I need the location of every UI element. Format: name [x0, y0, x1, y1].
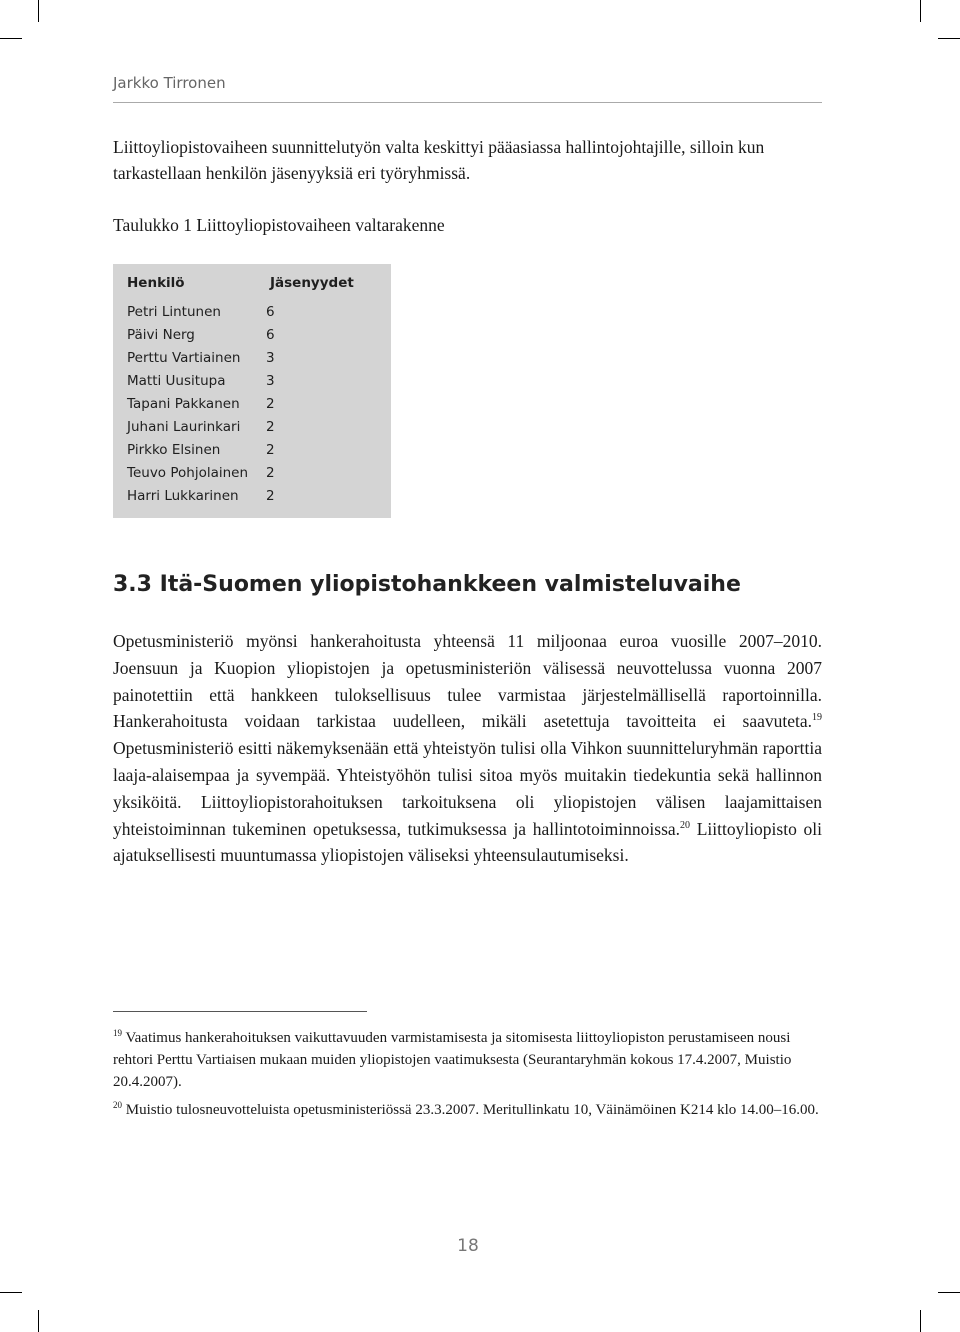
paragraph-text: Opetusministeriö esitti näkemyksenään että yhteistyön tulisi olla Vihkon suunnitteluryhmän raporttia laaja-alaisempaa ja syvempää. Yhteistyöhön tulisi sitoa myös muitakin tiedekuntia sekä hallinnon yksiköitä. Liittoyliopistorahoituksen tarkoituksena oli yliopistojen välisen laajamittaisen yhteistoiminnan tukeminen opetuksessa, tutkimuksessa ja hallintotoiminnoissa. [113, 738, 822, 839]
header-rule [113, 102, 822, 103]
crop-mark-bottom-right-v [920, 1310, 921, 1332]
person-name: Perttu Vartiainen [127, 350, 241, 366]
crop-mark-top-left-h [0, 38, 22, 39]
paragraph-text: Liittoyliopisto oli ajatuksellisesti muuntumassa yliopistojen väliseksi yhteensulautumiseksi. [113, 818, 822, 866]
membership-count: 6 [266, 327, 275, 343]
membership-count: 2 [266, 488, 275, 504]
person-name: Tapani Pakkanen [127, 396, 240, 412]
membership-count: 2 [266, 442, 275, 458]
person-name: Päivi Nerg [127, 327, 195, 343]
person-name: Teuvo Pohjolainen [127, 465, 249, 481]
membership-count: 6 [266, 304, 275, 320]
membership-count: 2 [266, 396, 275, 412]
footnote-text: Muistio tulosneuvotteluista opetusministeriössä 23.3.2007. Meritullinkatu 10, Väinämöinen K214 klo 14.00–16.00. [125, 1102, 819, 1118]
table-row [127, 327, 377, 347]
table-row [127, 465, 377, 485]
table-row [127, 442, 377, 462]
footnote-text: Vaatimus hankerahoituksen vaikuttavuuden varmistamisesta ja sitomisesta liittoyliopiston perustamiseen nousi rehtori Perttu Vartiaisen mukaan muiden yliopistojen vaatimuksesta (Seurantaryhmän kokous 17.4.2007, Muistio 20.4.2007). [113, 1030, 792, 1090]
footnote-reference[interactable]: 19 [812, 712, 822, 724]
section-heading: 3.3 Itä-Suomen yliopistohankkeen valmisteluvaihe [113, 572, 741, 597]
paragraph-text: Opetusministeriö myönsi hankerahoitusta yhteensä 11 miljoonaa euroa vuosille 2007–2010. Joensuun ja Kuopion yliopistojen ja opetusministeriön välisessä neuvottelussa vuonna 2007 painotettiin että hankkeen tuloksellisuus tulee varmistaa järjestelmällisellä raportoinnilla. Hankerahoitusta voidaan tarkistaa uudelleen, mikäli asetettuja tavoitteita ei saavuteta. [113, 631, 822, 732]
table-row [127, 488, 377, 508]
page-number: 18 [457, 1236, 479, 1256]
footnote [113, 1099, 822, 1121]
table-row [127, 419, 377, 439]
crop-mark-bottom-left-h [0, 1292, 22, 1293]
crop-mark-top-left-v [38, 0, 39, 22]
table-caption: Taulukko 1 Liittoyliopistovaiheen valtarakenne [113, 215, 445, 235]
membership-count: 2 [266, 419, 275, 435]
footnote [113, 1027, 822, 1093]
column-header-person: Henkilö [127, 275, 185, 291]
footnote-number: 19 [113, 1028, 122, 1038]
table-row [127, 304, 377, 324]
person-name: Matti Uusitupa [127, 373, 226, 389]
table-row [127, 373, 377, 393]
table-row [127, 350, 377, 370]
person-name: Pirkko Elsinen [127, 442, 221, 458]
footnote-separator [113, 1011, 367, 1012]
membership-count: 3 [266, 350, 275, 366]
crop-mark-bottom-right-h [938, 1292, 960, 1293]
running-head: Jarkko Tirronen [113, 74, 226, 92]
section-body-paragraph [113, 628, 822, 869]
column-header-memberships: Jäsenyydet [270, 275, 354, 291]
crop-mark-top-right-h [938, 38, 960, 39]
intro-paragraph: Liittoyliopistovaiheen suunnittelutyön valta keskittyi pääasiassa hallintojohtajille, silloin kun tarkastellaan henkilön jäsenyyksiä eri työryhmissä. [113, 137, 765, 183]
crop-mark-bottom-left-v [38, 1310, 39, 1332]
membership-count: 3 [266, 373, 275, 389]
power-structure-table [113, 264, 391, 518]
footnote-number: 20 [113, 1100, 122, 1110]
person-name: Petri Lintunen [127, 304, 221, 320]
membership-count: 2 [266, 465, 275, 481]
footnote-reference[interactable]: 20 [680, 819, 691, 831]
person-name: Harri Lukkarinen [127, 488, 239, 504]
table-row [127, 396, 377, 416]
person-name: Juhani Laurinkari [127, 419, 241, 435]
crop-mark-top-right-v [920, 0, 921, 22]
